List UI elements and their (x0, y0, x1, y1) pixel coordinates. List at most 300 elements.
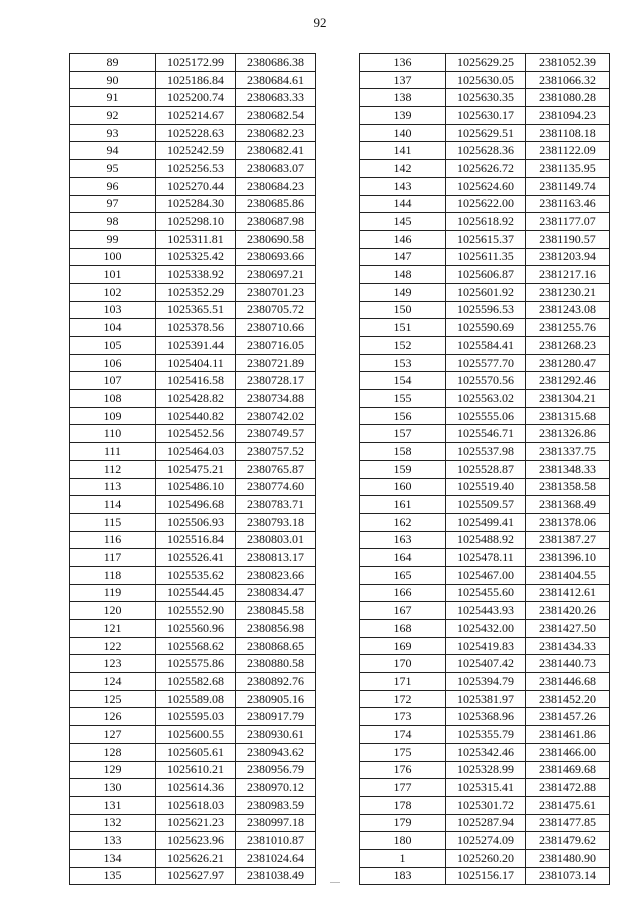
x-coordinate-cell: 1025630.05 (446, 71, 526, 89)
y-coordinate-cell: 2381243.08 (526, 301, 610, 319)
y-coordinate-cell: 2380983.59 (236, 796, 316, 814)
x-coordinate-cell: 1025590.69 (446, 319, 526, 337)
point-number-cell: 93 (70, 124, 156, 142)
point-number-cell: 144 (360, 195, 446, 213)
point-number-cell: 139 (360, 107, 446, 125)
y-coordinate-cell: 2380774.60 (236, 478, 316, 496)
y-coordinate-cell: 2380892.76 (236, 673, 316, 691)
table-row (70, 160, 316, 178)
x-coordinate-cell: 1025419.83 (446, 637, 526, 655)
x-coordinate-cell: 1025600.55 (156, 726, 236, 744)
table-row (360, 301, 610, 319)
y-coordinate-cell: 2380686.38 (236, 54, 316, 72)
point-number-cell: 130 (70, 779, 156, 797)
x-coordinate-cell: 1025589.08 (156, 690, 236, 708)
table-row (70, 478, 316, 496)
y-coordinate-cell: 2381163.46 (526, 195, 610, 213)
point-number-cell: 156 (360, 407, 446, 425)
table-row (360, 478, 610, 496)
point-number-cell: 158 (360, 443, 446, 461)
x-coordinate-cell: 1025627.97 (156, 867, 236, 885)
y-coordinate-cell: 2381073.14 (526, 867, 610, 885)
table-row (360, 124, 610, 142)
table-row (360, 248, 610, 266)
y-coordinate-cell: 2381326.86 (526, 425, 610, 443)
point-number-cell: 94 (70, 142, 156, 160)
table-row (360, 796, 610, 814)
table-row (360, 849, 610, 867)
x-coordinate-cell: 1025582.68 (156, 673, 236, 691)
point-number-cell: 135 (70, 867, 156, 885)
y-coordinate-cell: 2380868.65 (236, 637, 316, 655)
x-coordinate-cell: 1025528.87 (446, 460, 526, 478)
y-coordinate-cell: 2381066.32 (526, 71, 610, 89)
x-coordinate-cell: 1025301.72 (446, 796, 526, 814)
y-coordinate-cell: 2381280.47 (526, 354, 610, 372)
table-row (360, 71, 610, 89)
x-coordinate-cell: 1025568.62 (156, 637, 236, 655)
y-coordinate-cell: 2380845.58 (236, 602, 316, 620)
table-row (360, 867, 610, 885)
x-coordinate-cell: 1025560.96 (156, 620, 236, 638)
y-coordinate-cell: 2381094.23 (526, 107, 610, 125)
point-number-cell: 99 (70, 230, 156, 248)
point-number-cell: 123 (70, 655, 156, 673)
point-number-cell: 90 (70, 71, 156, 89)
point-number-cell: 159 (360, 460, 446, 478)
x-coordinate-cell: 1025601.92 (446, 283, 526, 301)
point-number-cell: 113 (70, 478, 156, 496)
y-coordinate-cell: 2381337.75 (526, 443, 610, 461)
y-coordinate-cell: 2381255.76 (526, 319, 610, 337)
point-number-cell: 147 (360, 248, 446, 266)
x-coordinate-cell: 1025546.71 (446, 425, 526, 443)
point-number-cell: 140 (360, 124, 446, 142)
table-row (360, 549, 610, 567)
point-number-cell: 92 (70, 107, 156, 125)
x-coordinate-cell: 1025440.82 (156, 407, 236, 425)
x-coordinate-cell: 1025611.35 (446, 248, 526, 266)
table-row (360, 266, 610, 284)
point-number-cell: 122 (70, 637, 156, 655)
y-coordinate-cell: 2381479.62 (526, 832, 610, 850)
table-row (360, 460, 610, 478)
y-coordinate-cell: 2381080.28 (526, 89, 610, 107)
table-row (70, 673, 316, 691)
table-row (360, 425, 610, 443)
point-number-cell: 104 (70, 319, 156, 337)
y-coordinate-cell: 2380683.33 (236, 89, 316, 107)
x-coordinate-cell: 1025519.40 (446, 478, 526, 496)
y-coordinate-cell: 2381378.06 (526, 513, 610, 531)
point-number-cell: 100 (70, 248, 156, 266)
x-coordinate-cell: 1025496.68 (156, 496, 236, 514)
table-row (70, 266, 316, 284)
coordinates-table-left (69, 53, 316, 885)
x-coordinate-cell: 1025368.96 (446, 708, 526, 726)
x-coordinate-cell: 1025544.45 (156, 584, 236, 602)
point-number-cell: 116 (70, 531, 156, 549)
y-coordinate-cell: 2380682.23 (236, 124, 316, 142)
y-coordinate-cell: 2381461.86 (526, 726, 610, 744)
x-coordinate-cell: 1025629.51 (446, 124, 526, 142)
x-coordinate-cell: 1025242.59 (156, 142, 236, 160)
x-coordinate-cell: 1025475.21 (156, 460, 236, 478)
point-number-cell: 101 (70, 266, 156, 284)
table-row (360, 708, 610, 726)
y-coordinate-cell: 2380734.88 (236, 390, 316, 408)
y-coordinate-cell: 2381149.74 (526, 177, 610, 195)
table-row (70, 248, 316, 266)
table-row (70, 443, 316, 461)
table-row (360, 531, 610, 549)
x-coordinate-cell: 1025407.42 (446, 655, 526, 673)
table-row (70, 655, 316, 673)
point-number-cell: 169 (360, 637, 446, 655)
point-number-cell: 153 (360, 354, 446, 372)
x-coordinate-cell: 1025623.96 (156, 832, 236, 850)
scan-mark (330, 882, 340, 883)
y-coordinate-cell: 2381108.18 (526, 124, 610, 142)
x-coordinate-cell: 1025443.93 (446, 602, 526, 620)
table-row (360, 761, 610, 779)
table-row (70, 849, 316, 867)
table-row (360, 513, 610, 531)
table-row (360, 443, 610, 461)
point-number-cell: 91 (70, 89, 156, 107)
table-row (70, 213, 316, 231)
table-row (360, 54, 610, 72)
point-number-cell: 112 (70, 460, 156, 478)
coordinates-table-right (359, 53, 610, 885)
y-coordinate-cell: 2381434.33 (526, 637, 610, 655)
table-row (70, 531, 316, 549)
x-coordinate-cell: 1025338.92 (156, 266, 236, 284)
point-number-cell: 137 (360, 71, 446, 89)
x-coordinate-cell: 1025499.41 (446, 513, 526, 531)
table-row (70, 283, 316, 301)
x-coordinate-cell: 1025614.36 (156, 779, 236, 797)
table-row (70, 549, 316, 567)
y-coordinate-cell: 2381038.49 (236, 867, 316, 885)
x-coordinate-cell: 1025563.02 (446, 390, 526, 408)
y-coordinate-cell: 2381475.61 (526, 796, 610, 814)
table-row (70, 743, 316, 761)
x-coordinate-cell: 1025394.79 (446, 673, 526, 691)
table-row (70, 319, 316, 337)
y-coordinate-cell: 2381440.73 (526, 655, 610, 673)
table-row (360, 372, 610, 390)
x-coordinate-cell: 1025274.09 (446, 832, 526, 850)
table-row (360, 107, 610, 125)
point-number-cell: 178 (360, 796, 446, 814)
table-row (360, 726, 610, 744)
point-number-cell: 133 (70, 832, 156, 850)
x-coordinate-cell: 1025606.87 (446, 266, 526, 284)
point-number-cell: 115 (70, 513, 156, 531)
x-coordinate-cell: 1025618.92 (446, 213, 526, 231)
x-coordinate-cell: 1025626.72 (446, 160, 526, 178)
point-number-cell: 151 (360, 319, 446, 337)
point-number-cell: 165 (360, 566, 446, 584)
table-row (70, 354, 316, 372)
y-coordinate-cell: 2380793.18 (236, 513, 316, 531)
x-coordinate-cell: 1025365.51 (156, 301, 236, 319)
y-coordinate-cell: 2380684.23 (236, 177, 316, 195)
point-number-cell: 145 (360, 213, 446, 231)
y-coordinate-cell: 2381404.55 (526, 566, 610, 584)
point-number-cell: 160 (360, 478, 446, 496)
y-coordinate-cell: 2381190.57 (526, 230, 610, 248)
table-row (360, 337, 610, 355)
x-coordinate-cell: 1025610.21 (156, 761, 236, 779)
point-number-cell: 150 (360, 301, 446, 319)
y-coordinate-cell: 2380690.58 (236, 230, 316, 248)
point-number-cell: 128 (70, 743, 156, 761)
y-coordinate-cell: 2381466.00 (526, 743, 610, 761)
y-coordinate-cell: 2381452.20 (526, 690, 610, 708)
point-number-cell: 97 (70, 195, 156, 213)
y-coordinate-cell: 2380917.79 (236, 708, 316, 726)
point-number-cell: 177 (360, 779, 446, 797)
y-coordinate-cell: 2380693.66 (236, 248, 316, 266)
table-row (70, 230, 316, 248)
point-number-cell: 103 (70, 301, 156, 319)
point-number-cell: 183 (360, 867, 446, 885)
x-coordinate-cell: 1025156.17 (446, 867, 526, 885)
x-coordinate-cell: 1025624.60 (446, 177, 526, 195)
table-row (360, 89, 610, 107)
table-row (360, 566, 610, 584)
x-coordinate-cell: 1025555.06 (446, 407, 526, 425)
table-row (360, 390, 610, 408)
point-number-cell: 105 (70, 337, 156, 355)
x-coordinate-cell: 1025535.62 (156, 566, 236, 584)
point-number-cell: 166 (360, 584, 446, 602)
x-coordinate-cell: 1025328.99 (446, 761, 526, 779)
table-row (70, 177, 316, 195)
y-coordinate-cell: 2380685.86 (236, 195, 316, 213)
point-number-cell: 111 (70, 443, 156, 461)
x-coordinate-cell: 1025325.42 (156, 248, 236, 266)
x-coordinate-cell: 1025629.25 (446, 54, 526, 72)
y-coordinate-cell: 2380716.05 (236, 337, 316, 355)
y-coordinate-cell: 2380930.61 (236, 726, 316, 744)
table-row (70, 779, 316, 797)
x-coordinate-cell: 1025577.70 (446, 354, 526, 372)
y-coordinate-cell: 2380943.62 (236, 743, 316, 761)
point-number-cell: 106 (70, 354, 156, 372)
point-number-cell: 98 (70, 213, 156, 231)
y-coordinate-cell: 2380880.58 (236, 655, 316, 673)
page-number: 92 (313, 15, 327, 30)
x-coordinate-cell: 1025626.21 (156, 849, 236, 867)
table-row (360, 584, 610, 602)
x-coordinate-cell: 1025478.11 (446, 549, 526, 567)
x-coordinate-cell: 1025605.61 (156, 743, 236, 761)
y-coordinate-cell: 2381348.33 (526, 460, 610, 478)
table-row (360, 690, 610, 708)
x-coordinate-cell: 1025355.79 (446, 726, 526, 744)
table-row (360, 655, 610, 673)
point-number-cell: 114 (70, 496, 156, 514)
point-number-cell: 167 (360, 602, 446, 620)
table-row (360, 620, 610, 638)
y-coordinate-cell: 2381230.21 (526, 283, 610, 301)
table-row (70, 761, 316, 779)
point-number-cell: 157 (360, 425, 446, 443)
x-coordinate-cell: 1025455.60 (446, 584, 526, 602)
x-coordinate-cell: 1025172.99 (156, 54, 236, 72)
point-number-cell: 168 (360, 620, 446, 638)
table-row (70, 372, 316, 390)
x-coordinate-cell: 1025622.00 (446, 195, 526, 213)
y-coordinate-cell: 2381010.87 (236, 832, 316, 850)
point-number-cell: 117 (70, 549, 156, 567)
x-coordinate-cell: 1025298.10 (156, 213, 236, 231)
point-number-cell: 171 (360, 673, 446, 691)
y-coordinate-cell: 2380742.02 (236, 407, 316, 425)
table-row (70, 337, 316, 355)
x-coordinate-cell: 1025509.57 (446, 496, 526, 514)
y-coordinate-cell: 2381268.23 (526, 337, 610, 355)
table-row (70, 71, 316, 89)
point-number-cell: 164 (360, 549, 446, 567)
y-coordinate-cell: 2380997.18 (236, 814, 316, 832)
y-coordinate-cell: 2381052.39 (526, 54, 610, 72)
table-row (70, 513, 316, 531)
point-number-cell: 107 (70, 372, 156, 390)
point-number-cell: 121 (70, 620, 156, 638)
y-coordinate-cell: 2381135.95 (526, 160, 610, 178)
point-number-cell: 125 (70, 690, 156, 708)
point-number-cell: 180 (360, 832, 446, 850)
x-coordinate-cell: 1025311.81 (156, 230, 236, 248)
point-number-cell: 136 (360, 54, 446, 72)
point-number-cell: 152 (360, 337, 446, 355)
y-coordinate-cell: 2380705.72 (236, 301, 316, 319)
x-coordinate-cell: 1025628.36 (446, 142, 526, 160)
point-number-cell: 1 (360, 849, 446, 867)
point-number-cell: 118 (70, 566, 156, 584)
y-coordinate-cell: 2381217.16 (526, 266, 610, 284)
table-row (70, 814, 316, 832)
x-coordinate-cell: 1025214.67 (156, 107, 236, 125)
table-row (360, 319, 610, 337)
table-row (360, 673, 610, 691)
y-coordinate-cell: 2380710.66 (236, 319, 316, 337)
x-coordinate-cell: 1025200.74 (156, 89, 236, 107)
y-coordinate-cell: 2380697.21 (236, 266, 316, 284)
point-number-cell: 89 (70, 54, 156, 72)
y-coordinate-cell: 2381387.27 (526, 531, 610, 549)
table-row (70, 301, 316, 319)
x-coordinate-cell: 1025596.53 (446, 301, 526, 319)
point-number-cell: 96 (70, 177, 156, 195)
point-number-cell: 108 (70, 390, 156, 408)
point-number-cell: 120 (70, 602, 156, 620)
y-coordinate-cell: 2381368.49 (526, 496, 610, 514)
x-coordinate-cell: 1025630.17 (446, 107, 526, 125)
table-row (360, 814, 610, 832)
table-row (360, 213, 610, 231)
table-row (360, 142, 610, 160)
x-coordinate-cell: 1025287.94 (446, 814, 526, 832)
y-coordinate-cell: 2381203.94 (526, 248, 610, 266)
point-number-cell: 141 (360, 142, 446, 160)
table-row (70, 690, 316, 708)
table-row (360, 602, 610, 620)
x-coordinate-cell: 1025284.30 (156, 195, 236, 213)
point-number-cell: 149 (360, 283, 446, 301)
table-row (70, 726, 316, 744)
table-row (70, 124, 316, 142)
point-number-cell: 162 (360, 513, 446, 531)
table-row (360, 832, 610, 850)
table-row (70, 584, 316, 602)
x-coordinate-cell: 1025464.03 (156, 443, 236, 461)
table-row (70, 637, 316, 655)
x-coordinate-cell: 1025537.98 (446, 443, 526, 461)
y-coordinate-cell: 2381358.58 (526, 478, 610, 496)
x-coordinate-cell: 1025428.82 (156, 390, 236, 408)
point-number-cell: 163 (360, 531, 446, 549)
table-row (360, 354, 610, 372)
x-coordinate-cell: 1025615.37 (446, 230, 526, 248)
x-coordinate-cell: 1025584.41 (446, 337, 526, 355)
x-coordinate-cell: 1025404.11 (156, 354, 236, 372)
y-coordinate-cell: 2381457.26 (526, 708, 610, 726)
y-coordinate-cell: 2381304.21 (526, 390, 610, 408)
x-coordinate-cell: 1025256.53 (156, 160, 236, 178)
y-coordinate-cell: 2380823.66 (236, 566, 316, 584)
x-coordinate-cell: 1025315.41 (446, 779, 526, 797)
table-row (360, 283, 610, 301)
y-coordinate-cell: 2381472.88 (526, 779, 610, 797)
y-coordinate-cell: 2381427.50 (526, 620, 610, 638)
y-coordinate-cell: 2381292.46 (526, 372, 610, 390)
table-row (70, 407, 316, 425)
table-row (70, 107, 316, 125)
table-row (70, 142, 316, 160)
x-coordinate-cell: 1025506.93 (156, 513, 236, 531)
table-row (360, 177, 610, 195)
point-number-cell: 142 (360, 160, 446, 178)
table-row (70, 566, 316, 584)
y-coordinate-cell: 2381480.90 (526, 849, 610, 867)
x-coordinate-cell: 1025381.97 (446, 690, 526, 708)
y-coordinate-cell: 2380783.71 (236, 496, 316, 514)
table-row (70, 867, 316, 885)
point-number-cell: 127 (70, 726, 156, 744)
y-coordinate-cell: 2380905.16 (236, 690, 316, 708)
y-coordinate-cell: 2380803.01 (236, 531, 316, 549)
table-row (70, 460, 316, 478)
x-coordinate-cell: 1025467.00 (446, 566, 526, 584)
point-number-cell: 95 (70, 160, 156, 178)
point-number-cell: 161 (360, 496, 446, 514)
y-coordinate-cell: 2380757.52 (236, 443, 316, 461)
table-row (360, 160, 610, 178)
point-number-cell: 179 (360, 814, 446, 832)
y-coordinate-cell: 2380684.61 (236, 71, 316, 89)
x-coordinate-cell: 1025630.35 (446, 89, 526, 107)
x-coordinate-cell: 1025570.56 (446, 372, 526, 390)
y-coordinate-cell: 2381396.10 (526, 549, 610, 567)
y-coordinate-cell: 2381412.61 (526, 584, 610, 602)
point-number-cell: 173 (360, 708, 446, 726)
table-row (360, 195, 610, 213)
